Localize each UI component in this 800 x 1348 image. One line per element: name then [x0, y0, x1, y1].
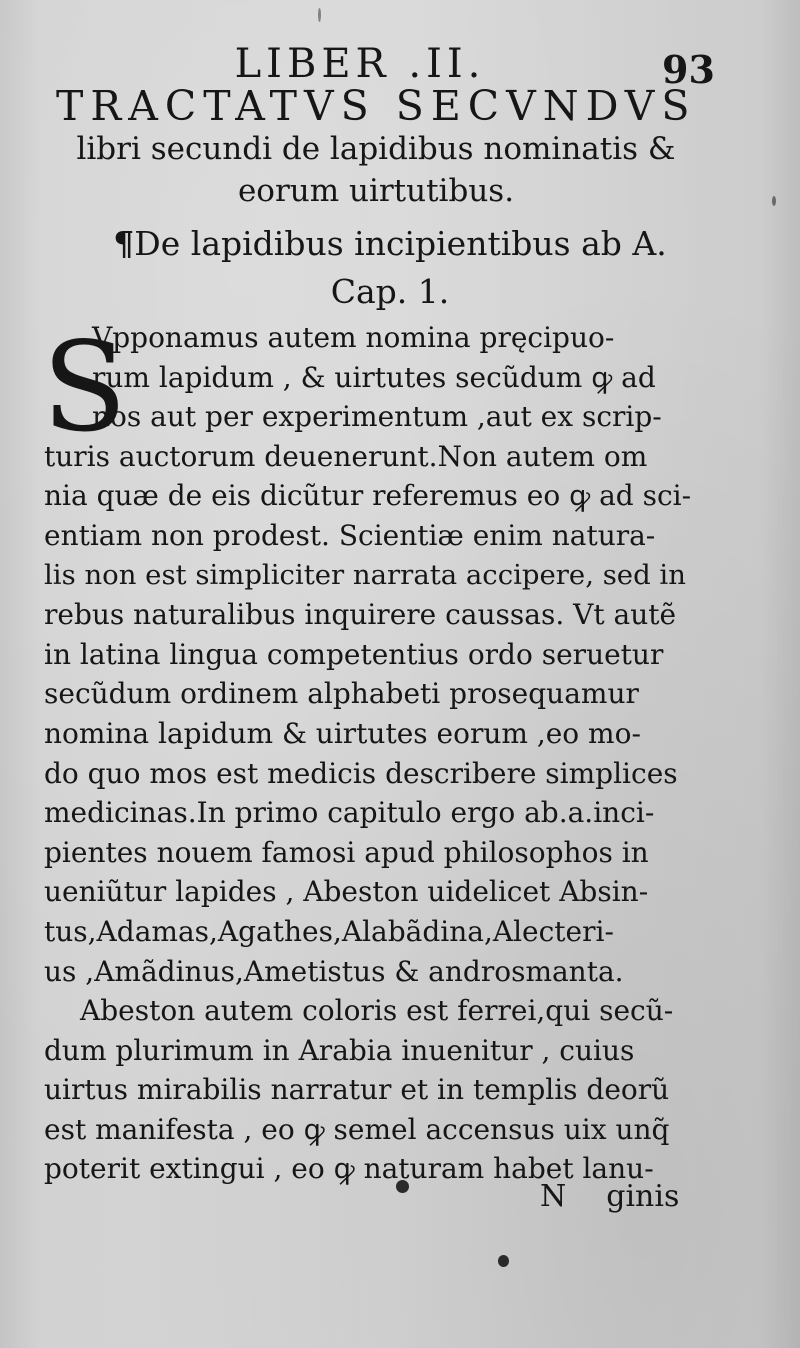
text-line: rebus naturalibus inquirere caussas. Vt autẽ: [44, 598, 677, 632]
signature-mark: N: [540, 1179, 567, 1214]
paragraph: [44, 318, 696, 991]
text-line: nomina lapidum & uirtutes eorum ,eo mo-: [44, 716, 641, 750]
chapter-heading: [90, 220, 690, 316]
text-line: us ,Amãdinus,Ametistus & androsmanta.: [44, 954, 624, 988]
text-line: turis auctorum deuenerunt.Non autem om: [44, 439, 648, 473]
text-line: Abeston autem coloris est ferrei,qui secũ-: [80, 994, 674, 1028]
subtitle-line: libri secundi de lapidibus nominatis &: [76, 131, 676, 167]
text-line: ueniũtur lapides , Abeston uidelicet Absin-: [44, 875, 649, 909]
text-line: lis non est simpliciter narrata accipere, sed in: [44, 558, 686, 591]
pilcrow-mark: ¶: [113, 224, 135, 263]
ink-speck: [318, 8, 321, 22]
text-line: est manifesta , eo ꝙ semel accensus uix unq̃: [44, 1112, 670, 1146]
text-line: poterit extingui , eo ꝙ naturam habet lanu-: [44, 1152, 654, 1186]
ink-speck: [498, 1255, 509, 1267]
catchword: ginis: [606, 1179, 680, 1214]
text-line: secũdum ordinem alphabeti prosequamur: [44, 677, 639, 711]
text-line: tus,Adamas,Agathes,Alabãdina,Alecteri-: [44, 914, 614, 948]
treatise-title: TRACTATVS SECVNDVS: [56, 82, 697, 130]
ink-speck: [772, 196, 776, 206]
text-line: do quo mos est medicis describere simplices: [44, 756, 678, 790]
text-line: rum lapidum , & uirtutes secũdum ꝙ ad: [92, 360, 656, 394]
subtitle-line: eorum uirtutibus.: [237, 173, 515, 209]
drop-cap: S: [42, 316, 127, 460]
paragraph: [44, 991, 696, 1189]
chapter-number: Cap. 1.: [330, 272, 450, 311]
subtitle: [46, 128, 706, 212]
catchline: [540, 1175, 700, 1219]
text-line: pientes nouem famosi apud philosophos in: [44, 835, 649, 869]
text-line: uirtus mirabilis narratur et in templis deorũ: [44, 1073, 670, 1107]
text-line: Vpponamus autem nomina pręcipuo-: [92, 321, 615, 354]
folio-number: 93: [662, 47, 715, 92]
text-line: nos aut per experimentum ,aut ex scrip-: [92, 400, 662, 434]
text-line: dum plurimum in Arabia inuenitur , cuius: [44, 1033, 635, 1067]
text-line: entiam non prodest. Scientiæ enim natura-: [44, 518, 656, 552]
text-line: in latina lingua competentius ordo seruetur: [44, 637, 664, 671]
text-line: nia quæ de eis dicũtur referemus eo ꝙ ad sci-: [44, 479, 692, 513]
text-line: medicinas.In primo capitulo ergo ab.a.inci-: [44, 796, 655, 830]
running-head: LIBER .II.: [234, 41, 486, 87]
chapter-heading-line: De lapidibus incipientibus ab A.: [134, 224, 667, 263]
body-text: [44, 318, 696, 1189]
